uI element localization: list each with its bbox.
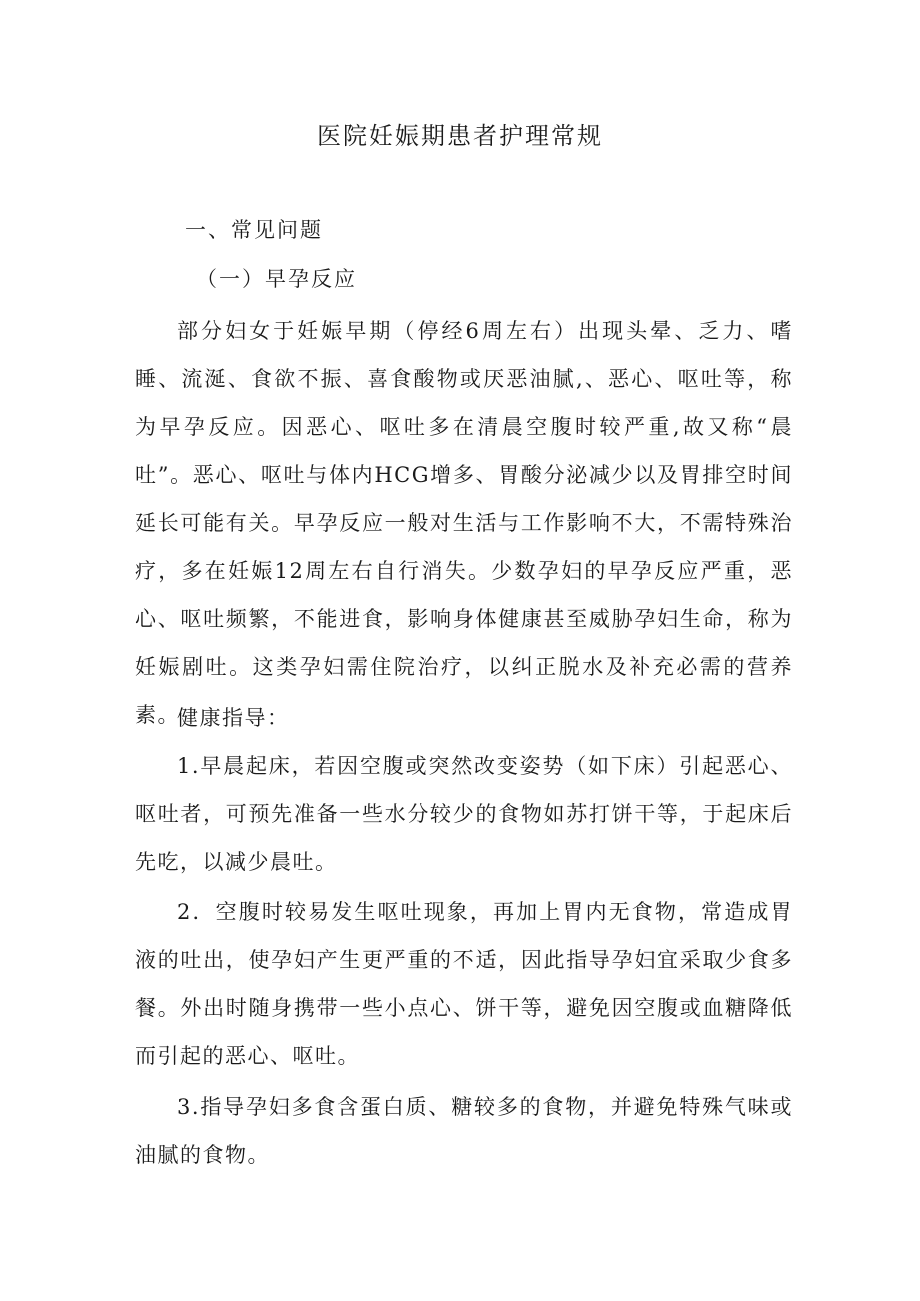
document-title: 医院妊娠期患者护理常规 (317, 122, 603, 150)
section-heading-common-problems: 一、常见问题 (185, 218, 323, 242)
guidance-item-2: 2．空腹时较易发生呕吐现象，再加上胃内无食物，常造成胃液的吐出，使孕妇产生更严重的不适，因此指导孕妇宜采取少食多餐。外出时随身携带一些小点心、饼干等，避免因空腹或血糖降低而引起的恶心、呕吐。 (135, 900, 793, 1068)
guidance-item-1: 1.早晨起床，若因空腹或突然改变姿势（如下床）引起恶心、呕吐者，可预先准备一些水分较少的食物如苏打饼干等，于起床后先吃，以减少晨吐。 (135, 754, 793, 874)
health-guidance-label: 健康指导： (177, 706, 290, 730)
intro-paragraph: 部分妇女于妊娠早期（停经6周左右）出现头晕、乏力、嗜睡、流涎、食欲不振、喜食酸物或厌恶油腻,、恶心、呕吐等，称为早孕反应。因恶心、呕吐多在清晨空腹时较严重,故又称“晨吐”。恶心、呕吐与体内HCG增多、胃酸分泌减少以及胃排空时间延长可能有关。早孕反应一般对生活与工作影响不大，不需特殊治疗，多在妊娠12周左右自行消失。少数孕妇的早孕反应严重，恶心、呕吐频繁，不能进食，影响身体健康甚至威胁孕妇生命，称为妊娠剧吐。这类孕妇需住院治疗，以纠正脱水及补充必需的营养素。 (135, 319, 793, 727)
guidance-item-3: 3.指导孕妇多食含蛋白质、糖较多的食物，并避免特殊气味或油腻的食物。 (135, 1095, 793, 1167)
subsection-heading-morning-sickness: （一）早孕反应 (196, 267, 357, 291)
